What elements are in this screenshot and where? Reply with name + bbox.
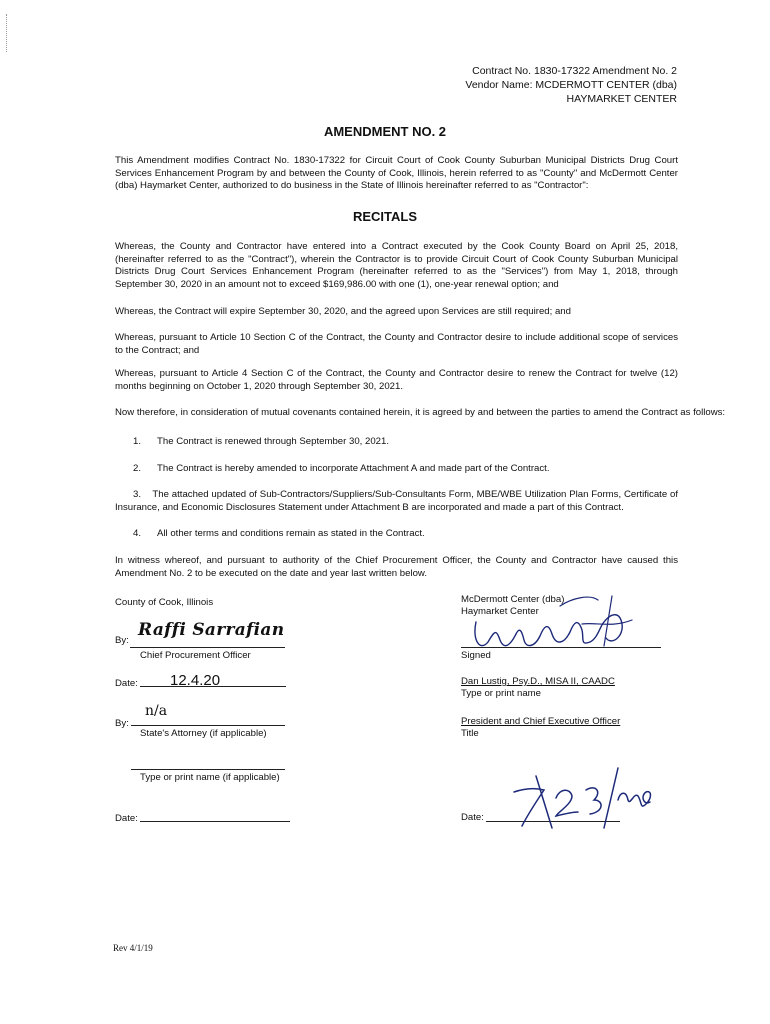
item-text: The Contract is renewed through September 30, 2021. [157,436,389,447]
amendment-title: AMENDMENT NO. 2 [323,124,447,139]
scan-edge-marks [6,14,9,52]
states-attorney-na: n/a [145,703,168,719]
recital-paragraph-4: Whereas, pursuant to Article 4 Section C of the Contract, the County and Contractor desire to renew the Contract for twelve (12) months beginning on October 1, 2020 through September 30, 2021. [115,368,678,392]
contract-number: Contract No. 1830-17322 Amendment No. 2 [472,65,677,77]
svg-text:7/23/2020: 7/23/2020 [506,766,511,767]
county-entity-label: County of Cook, Illinois [115,597,214,608]
item-text: All other terms and conditions remain as stated in the Contract. [157,528,425,539]
contractor-signature-line [461,647,661,648]
vendor-name: Vendor Name: MCDERMOTT CENTER (dba) [465,79,677,92]
contractor-signed-label: Signed [461,650,491,661]
contractor-signature-scribble [462,592,662,662]
recital-paragraph-3: Whereas, pursuant to Article 10 Section C of the Contract, the County and Contractor desire to include additional scope of services to the Contract; and [115,332,678,356]
recital-paragraph-5: Now therefore, in consideration of mutual covenants contained herein, it is agreed by and between the parties to amend the Contract as follows: [115,407,726,418]
intro-paragraph: This Amendment modifies Contract No. 1830-17322 for Circuit Court of Cook County Suburban Municipal Districts Drug Court Services Enhancement Program by and between the County of Cook, Illinois, herein referred to as "County" and McDermott Center (dba) Haymarket Center, authorized to do business in the State of Illinois hereinafter referred to as "Contractor": [115,155,678,192]
contractor-date-label: Date: [461,812,484,823]
county-signature: Raffi Sarrafian [138,620,285,640]
amendment-item-2 [133,463,550,476]
recital-paragraph-2: Whereas, the Contract will expire September 30, 2020, and the agreed upon Services are still required; and [115,306,571,317]
county-date-label: Date: [115,678,138,689]
county-by2-label: By: [115,718,129,729]
county-signature-line [130,647,285,648]
recital-paragraph-1: Whereas, the County and Contractor have entered into a Contract executed by the Cook County Board on April 25, 2018, (hereinafter referred to as the "Contract"), wherein the Contractor is to provide Circuit Court of Cook County Suburban Municipal Districts Drug Court Services Enhancement Program (hereinafter referred to as the "Services") from May 1, 2018, through September 30, 2020 in an amount not to exceed $169,986.00 with one (1), one-year renewal option; and [115,241,678,290]
county-date-value: 12.4.20 [170,672,221,689]
county-print-name-line [131,769,285,770]
contract-header [465,64,677,107]
amendment-item-1 [133,436,389,449]
item-number: 1. [133,436,142,447]
contractor-signer-name: Dan Lustig, Psy.D., MISA II, CAADC [461,676,615,687]
revision-footer: Rev 4/1/19 [113,943,153,953]
county-signer-title: Chief Procurement Officer [140,650,251,661]
contractor-handwritten-date [506,766,656,832]
item-number: 2. [133,463,142,474]
county-date2-label: Date: [115,813,138,824]
contractor-entity-line2: Haymarket Center [461,606,539,617]
states-attorney-label: State's Attorney (if applicable) [140,728,267,739]
item-text: The Contract is hereby amended to incorporate Attachment A and made part of the Contract. [157,463,550,474]
witness-paragraph: In witness whereof, and pursuant to authority of the Chief Procurement Officer, the County and Contractor have caused this Amendment No. 2 to be executed on the date and year last written below. [115,555,678,579]
vendor-dba: HAYMARKET CENTER [566,93,677,106]
contractor-title-label: Title [461,728,479,739]
item-number: 3. [133,489,142,500]
contractor-print-name-label: Type or print name [461,688,541,699]
contractor-entity-line1: McDermott Center (dba) [461,594,565,605]
county-date2-line [140,821,290,822]
amendment-item-4 [133,528,425,541]
recitals-title: RECITALS [352,209,418,224]
county-by-label: By: [115,635,129,646]
county-print-name-label: Type or print name (if applicable) [140,772,280,783]
county-date-line [140,686,286,687]
contractor-title-value: President and Chief Executive Officer [461,716,621,727]
item-text: The attached updated of Sub-Contractors/Suppliers/Sub-Consultants Form, MBE/WBE Utilization Plan Forms, Certificate of Insurance, and Economic Disclosures Statement under Attachment B are incorporated and made a part of this Contract. [115,489,678,513]
states-attorney-line [131,725,285,726]
item-number: 4. [133,528,142,539]
amendment-item-3 [115,489,678,514]
